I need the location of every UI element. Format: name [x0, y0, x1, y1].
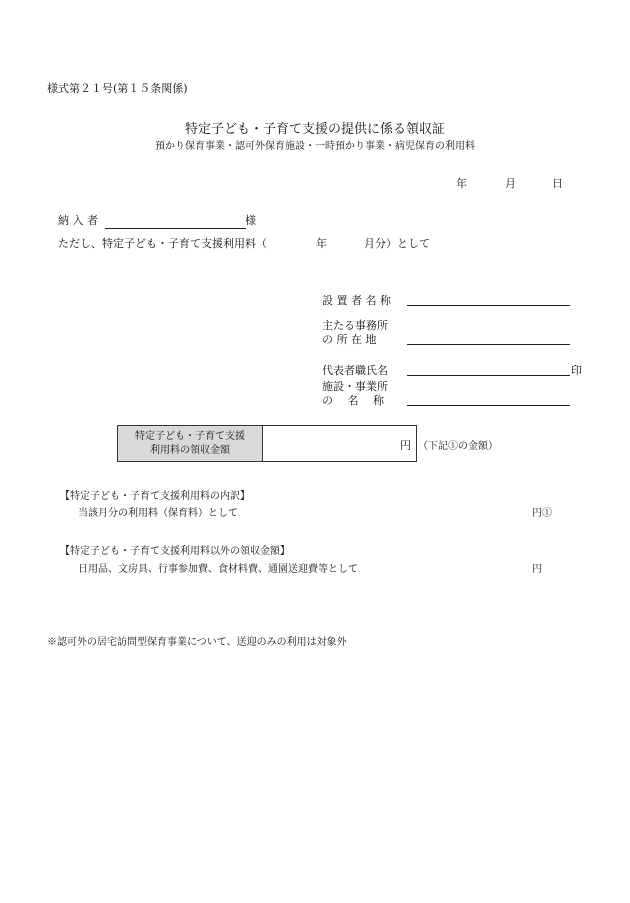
facility-label-line2: の 名 称 [322, 394, 384, 407]
receipt-amount-label-line2: 利用料の領収金額 [150, 444, 230, 456]
other-fees-currency: 円 [532, 564, 542, 575]
payer-label: 納 入 者 [58, 214, 98, 227]
date-month-label: 月 [505, 177, 516, 190]
seal-mark: 印 [571, 364, 582, 377]
facility-name-line[interactable] [407, 405, 570, 406]
breakdown-currency: 円① [532, 508, 552, 519]
form-number: 様式第２１号(第１５条関係) [47, 82, 188, 95]
receipt-amount-note: （下記①の金額） [418, 441, 498, 452]
other-fees-item: 日用品、文房具、行事参加費、食材料費、通園送迎費等として [78, 564, 358, 575]
representative-name-line[interactable] [407, 375, 570, 376]
founder-name-line[interactable] [407, 305, 570, 306]
receipt-amount-box [117, 425, 417, 462]
document-subtitle: 預かり保育事業・認可外保育施設・一時預かり事業・病児保育の利用料 [155, 141, 475, 152]
office-address-line[interactable] [407, 344, 570, 345]
receipt-amount-label [118, 426, 263, 461]
footnote: ※認可外の居宅訪問型保育事業について、送迎のみの利用は対象外 [47, 637, 347, 648]
representative-label: 代表者職氏名 [322, 364, 388, 377]
founder-name-label: 設 置 者 名 称 [322, 294, 391, 307]
proviso-year: 年 [316, 237, 327, 250]
date-year-label: 年 [456, 177, 467, 190]
payer-honorific: 様 [245, 214, 256, 227]
office-label-line2: の 所 在 地 [322, 333, 377, 346]
receipt-amount-field[interactable] [263, 426, 416, 461]
receipt-amount-currency: 円 [400, 439, 411, 452]
facility-label-line1: 施設・事業所 [322, 380, 388, 393]
office-label-line1: 主たる事務所 [322, 319, 388, 332]
breakdown-heading: 【特定子ども・子育て支援利用料の内訳】 [60, 491, 250, 502]
breakdown-item: 当該月分の利用料（保育料）として [78, 508, 238, 519]
payer-name-line[interactable] [105, 228, 246, 229]
date-day-label: 日 [552, 177, 563, 190]
proviso-prefix: ただし、特定子ども・子育て支援利用料（ [58, 237, 267, 250]
proviso-month: 月分）として [364, 237, 430, 250]
other-fees-heading: 【特定子ども・子育て支援利用料以外の領収金額】 [60, 546, 290, 557]
receipt-amount-label-line1: 特定子ども・子育て支援 [135, 430, 245, 442]
document-title: 特定子ども・子育て支援の提供に係る領収証 [184, 122, 445, 137]
